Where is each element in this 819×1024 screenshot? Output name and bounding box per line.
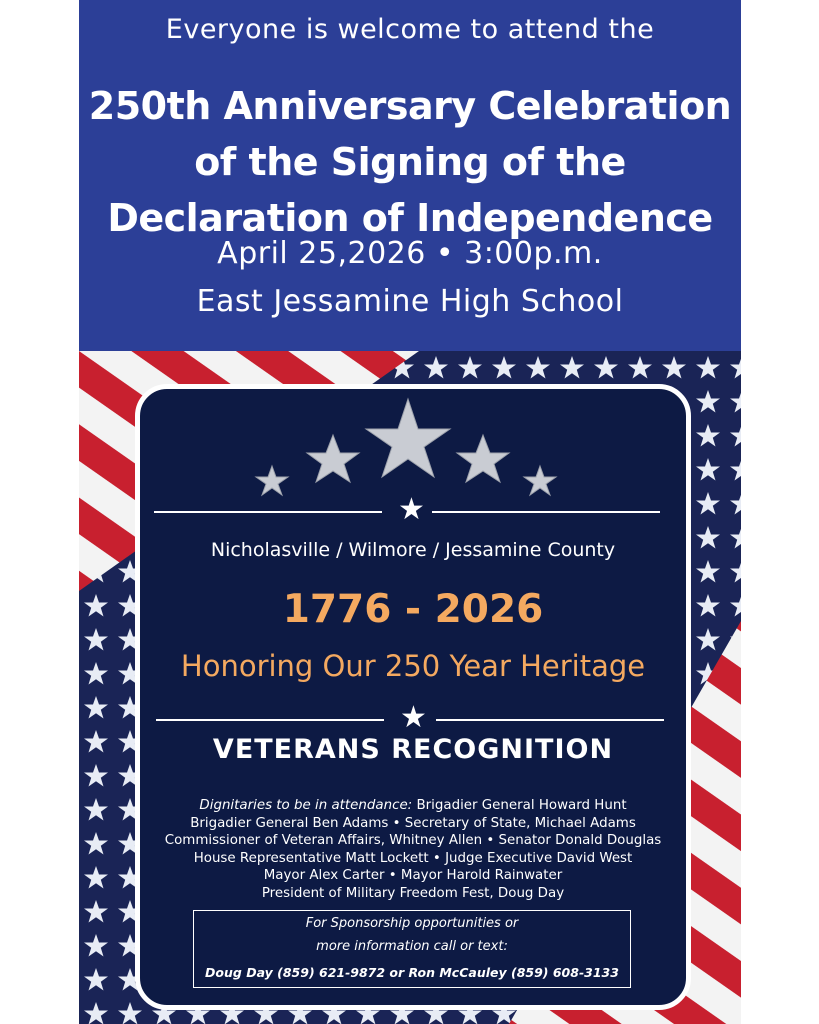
info-card — [135, 384, 691, 1010]
silver-star-icon — [256, 466, 288, 495]
contact-line: For Sponsorship opportunities or — [305, 916, 519, 931]
silver-star-icon — [524, 466, 556, 495]
dignitaries-label: Dignitaries to be in attendance: — [199, 798, 413, 813]
contact-line: more information call or text: — [316, 939, 508, 954]
contact-phone-numbers: Doug Day (859) 621-9872 or Ron McCauley (859) 608-3133 — [205, 965, 619, 980]
towns-text: Nicholasville / Wilmore / Jessamine County — [210, 539, 616, 561]
heritage-text: Honoring Our 250 Year Heritage — [180, 649, 646, 683]
dignitaries-line: House Representative Matt Lockett • Judge Executive David West — [193, 850, 633, 866]
white-star-icon: ★ — [400, 700, 427, 735]
dignitaries-line — [140, 797, 686, 815]
divider-line — [156, 719, 384, 721]
silver-stars-group — [140, 389, 686, 509]
silver-star-icon — [307, 435, 359, 482]
dignitaries-line: Commissioner of Veteran Affairs, Whitney Allen • Senator Donald Douglas — [164, 833, 662, 848]
event-venue: East Jessamine High School — [196, 284, 624, 319]
contact-box — [193, 910, 631, 988]
silver-star-icon — [457, 435, 509, 482]
event-flyer — [79, 0, 741, 1024]
years-text: 1776 - 2026 — [282, 587, 544, 632]
title-line: of the Signing of the — [194, 140, 626, 184]
dignitary-text: Brigadier General Howard Hunt — [412, 798, 627, 813]
divider-line — [154, 511, 382, 513]
silver-star-icon — [366, 399, 450, 477]
dignitaries-line: Brigadier General Ben Adams • Secretary of State, Michael Adams — [190, 815, 636, 831]
title-line: Declaration of Independence — [107, 196, 713, 240]
white-star-icon: ★ — [398, 492, 425, 527]
event-title — [79, 78, 741, 246]
dignitaries-list — [140, 797, 686, 902]
header-banner — [79, 0, 741, 351]
intro-text: Everyone is welcome to attend the — [165, 14, 655, 45]
dignitaries-line: President of Military Freedom Fest, Doug Day — [261, 885, 565, 901]
divider-line — [432, 511, 660, 513]
event-date-time: April 25,2026 • 3:00p.m. — [217, 236, 603, 271]
veterans-recognition-heading: VETERANS RECOGNITION — [212, 734, 614, 765]
dignitaries-line: Mayor Alex Carter • Mayor Harold Rainwater — [263, 868, 563, 883]
divider-line — [436, 719, 664, 721]
title-line: 250th Anniversary Celebration — [88, 84, 732, 128]
